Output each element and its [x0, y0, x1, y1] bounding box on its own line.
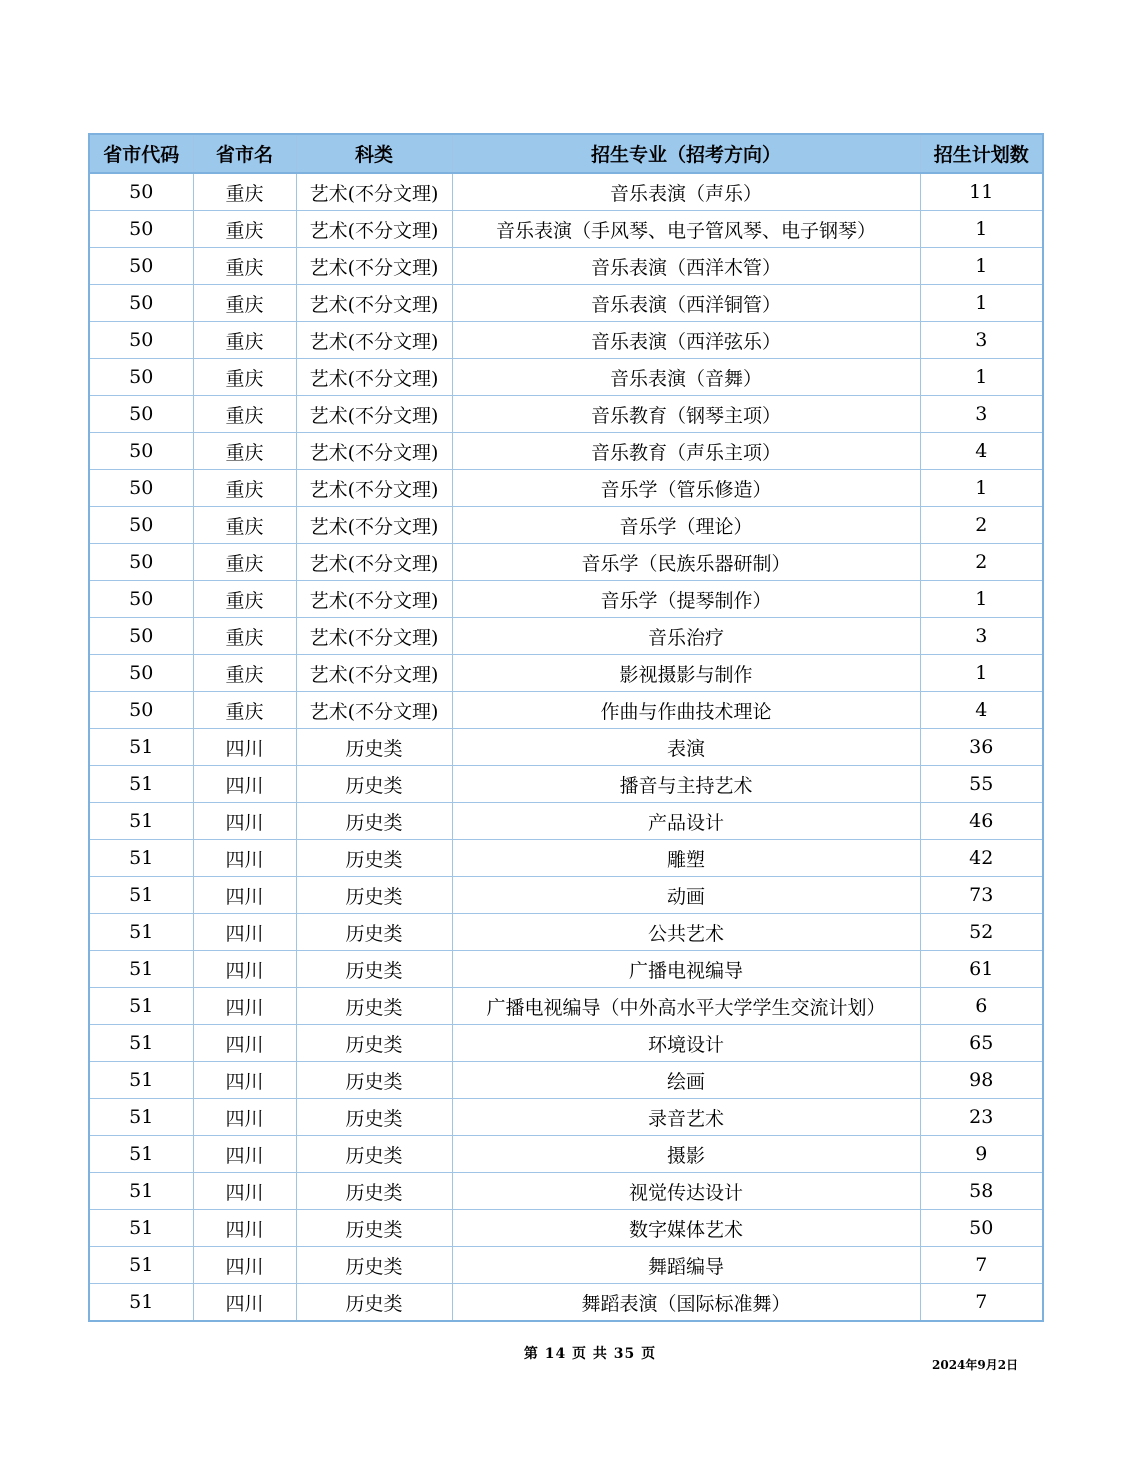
cell-major: 动画 — [452, 877, 920, 914]
table-row — [89, 173, 1043, 211]
table-row — [89, 951, 1043, 988]
table-row — [89, 618, 1043, 655]
header-province-name: 省市名 — [193, 134, 296, 173]
cell-province-name: 重庆 — [193, 396, 296, 433]
cell-subject-category: 历史类 — [296, 1062, 452, 1099]
cell-province-code: 50 — [89, 359, 193, 396]
footer-date: 2024年9月2日 — [932, 1358, 1019, 1372]
cell-province-code: 50 — [89, 581, 193, 618]
header-major: 招生专业（招考方向） — [452, 134, 920, 173]
cell-major: 摄影 — [452, 1136, 920, 1173]
cell-plan-count: 3 — [920, 322, 1043, 359]
cell-province-name: 重庆 — [193, 581, 296, 618]
cell-province-code: 51 — [89, 1247, 193, 1284]
cell-major: 音乐表演（手风琴、电子管风琴、电子钢琴） — [452, 211, 920, 248]
table-row — [89, 581, 1043, 618]
cell-province-code: 51 — [89, 1210, 193, 1247]
cell-province-code: 50 — [89, 173, 193, 211]
header-province-code: 省市代码 — [89, 134, 193, 173]
cell-province-name: 四川 — [193, 1025, 296, 1062]
cell-plan-count: 65 — [920, 1025, 1043, 1062]
cell-plan-count: 2 — [920, 544, 1043, 581]
cell-subject-category: 艺术(不分文理) — [296, 470, 452, 507]
table-row — [89, 1062, 1043, 1099]
cell-province-name: 四川 — [193, 988, 296, 1025]
cell-province-code: 50 — [89, 322, 193, 359]
cell-subject-category: 历史类 — [296, 803, 452, 840]
cell-subject-category: 历史类 — [296, 840, 452, 877]
cell-province-code: 50 — [89, 618, 193, 655]
cell-subject-category: 历史类 — [296, 951, 452, 988]
cell-plan-count: 1 — [920, 211, 1043, 248]
cell-subject-category: 艺术(不分文理) — [296, 433, 452, 470]
cell-major: 音乐治疗 — [452, 618, 920, 655]
table-row — [89, 914, 1043, 951]
cell-province-name: 四川 — [193, 914, 296, 951]
cell-plan-count: 7 — [920, 1247, 1043, 1284]
cell-subject-category: 艺术(不分文理) — [296, 211, 452, 248]
table-row — [89, 359, 1043, 396]
table-row — [89, 766, 1043, 803]
cell-major: 视觉传达设计 — [452, 1173, 920, 1210]
cell-major: 作曲与作曲技术理论 — [452, 692, 920, 729]
cell-major: 音乐表演（西洋弦乐） — [452, 322, 920, 359]
cell-province-code: 51 — [89, 914, 193, 951]
table-row — [89, 803, 1043, 840]
cell-plan-count: 3 — [920, 618, 1043, 655]
cell-province-code: 51 — [89, 951, 193, 988]
cell-subject-category: 历史类 — [296, 1099, 452, 1136]
cell-province-code: 50 — [89, 507, 193, 544]
cell-province-name: 重庆 — [193, 322, 296, 359]
cell-major: 播音与主持艺术 — [452, 766, 920, 803]
cell-major: 音乐学（理论） — [452, 507, 920, 544]
cell-province-name: 重庆 — [193, 359, 296, 396]
cell-province-name: 四川 — [193, 729, 296, 766]
cell-province-name: 四川 — [193, 803, 296, 840]
cell-province-code: 51 — [89, 1173, 193, 1210]
cell-plan-count: 1 — [920, 248, 1043, 285]
cell-subject-category: 历史类 — [296, 1284, 452, 1322]
table-row — [89, 692, 1043, 729]
cell-province-name: 重庆 — [193, 692, 296, 729]
table-row — [89, 877, 1043, 914]
table-row — [89, 322, 1043, 359]
cell-plan-count: 6 — [920, 988, 1043, 1025]
table-row — [89, 507, 1043, 544]
cell-province-name: 四川 — [193, 1210, 296, 1247]
cell-plan-count: 46 — [920, 803, 1043, 840]
cell-province-name: 重庆 — [193, 618, 296, 655]
cell-province-name: 四川 — [193, 951, 296, 988]
table-row — [89, 1210, 1043, 1247]
cell-plan-count: 9 — [920, 1136, 1043, 1173]
cell-subject-category: 艺术(不分文理) — [296, 396, 452, 433]
cell-plan-count: 36 — [920, 729, 1043, 766]
cell-major: 表演 — [452, 729, 920, 766]
cell-province-code: 50 — [89, 692, 193, 729]
cell-province-code: 50 — [89, 470, 193, 507]
table-row — [89, 1099, 1043, 1136]
cell-plan-count: 55 — [920, 766, 1043, 803]
cell-subject-category: 艺术(不分文理) — [296, 248, 452, 285]
cell-major: 音乐学（民族乐器研制） — [452, 544, 920, 581]
table-row — [89, 1284, 1043, 1322]
cell-province-name: 四川 — [193, 1136, 296, 1173]
cell-province-code: 50 — [89, 211, 193, 248]
cell-plan-count: 1 — [920, 655, 1043, 692]
cell-plan-count: 4 — [920, 433, 1043, 470]
cell-province-name: 重庆 — [193, 655, 296, 692]
cell-subject-category: 艺术(不分文理) — [296, 692, 452, 729]
table-row — [89, 1247, 1043, 1284]
cell-major: 公共艺术 — [452, 914, 920, 951]
cell-plan-count: 1 — [920, 285, 1043, 322]
cell-province-code: 51 — [89, 1099, 193, 1136]
cell-province-code: 51 — [89, 877, 193, 914]
cell-province-name: 重庆 — [193, 470, 296, 507]
cell-major: 音乐学（管乐修造） — [452, 470, 920, 507]
table-row — [89, 1136, 1043, 1173]
cell-subject-category: 历史类 — [296, 1210, 452, 1247]
cell-major: 舞蹈表演（国际标准舞） — [452, 1284, 920, 1322]
table-row — [89, 840, 1043, 877]
cell-subject-category: 艺术(不分文理) — [296, 655, 452, 692]
cell-major: 舞蹈编导 — [452, 1247, 920, 1284]
enrollment-plan-table — [88, 133, 1044, 1322]
cell-subject-category: 历史类 — [296, 766, 452, 803]
cell-plan-count: 23 — [920, 1099, 1043, 1136]
cell-major: 音乐表演（西洋铜管） — [452, 285, 920, 322]
cell-subject-category: 历史类 — [296, 1173, 452, 1210]
cell-major: 产品设计 — [452, 803, 920, 840]
cell-major: 广播电视编导 — [452, 951, 920, 988]
table-row — [89, 396, 1043, 433]
cell-plan-count: 4 — [920, 692, 1043, 729]
cell-plan-count: 3 — [920, 396, 1043, 433]
table-row — [89, 211, 1043, 248]
cell-province-code: 51 — [89, 840, 193, 877]
cell-plan-count: 7 — [920, 1284, 1043, 1322]
table-row — [89, 248, 1043, 285]
table-header — [89, 134, 1043, 173]
table-row — [89, 1025, 1043, 1062]
cell-province-code: 51 — [89, 1062, 193, 1099]
cell-subject-category: 历史类 — [296, 1247, 452, 1284]
cell-subject-category: 历史类 — [296, 877, 452, 914]
cell-plan-count: 50 — [920, 1210, 1043, 1247]
cell-plan-count: 61 — [920, 951, 1043, 988]
cell-province-name: 重庆 — [193, 248, 296, 285]
cell-subject-category: 艺术(不分文理) — [296, 173, 452, 211]
cell-province-code: 51 — [89, 1284, 193, 1322]
cell-major: 绘画 — [452, 1062, 920, 1099]
cell-subject-category: 艺术(不分文理) — [296, 285, 452, 322]
cell-province-name: 重庆 — [193, 433, 296, 470]
cell-province-code: 50 — [89, 544, 193, 581]
table-row — [89, 285, 1043, 322]
cell-province-code: 50 — [89, 396, 193, 433]
cell-major: 音乐学（提琴制作） — [452, 581, 920, 618]
cell-major: 录音艺术 — [452, 1099, 920, 1136]
cell-subject-category: 艺术(不分文理) — [296, 507, 452, 544]
cell-subject-category: 历史类 — [296, 1025, 452, 1062]
table-row — [89, 544, 1043, 581]
cell-province-code: 51 — [89, 803, 193, 840]
cell-subject-category: 艺术(不分文理) — [296, 581, 452, 618]
cell-plan-count: 58 — [920, 1173, 1043, 1210]
cell-subject-category: 历史类 — [296, 988, 452, 1025]
cell-province-code: 51 — [89, 988, 193, 1025]
table-row — [89, 470, 1043, 507]
cell-province-name: 四川 — [193, 1284, 296, 1322]
header-subject-category: 科类 — [296, 134, 452, 173]
cell-province-code: 51 — [89, 1025, 193, 1062]
cell-major: 音乐教育（钢琴主项） — [452, 396, 920, 433]
cell-major: 音乐表演（音舞） — [452, 359, 920, 396]
cell-major: 影视摄影与制作 — [452, 655, 920, 692]
cell-province-name: 重庆 — [193, 507, 296, 544]
cell-province-code: 50 — [89, 655, 193, 692]
page-number: 第 14 页 共 35 页 — [523, 1346, 657, 1362]
cell-province-name: 重庆 — [193, 173, 296, 211]
cell-plan-count: 98 — [920, 1062, 1043, 1099]
cell-province-code: 50 — [89, 248, 193, 285]
cell-major: 环境设计 — [452, 1025, 920, 1062]
cell-major: 广播电视编导（中外高水平大学学生交流计划） — [452, 988, 920, 1025]
cell-province-code: 50 — [89, 285, 193, 322]
table-row — [89, 1173, 1043, 1210]
cell-subject-category: 艺术(不分文理) — [296, 544, 452, 581]
cell-plan-count: 1 — [920, 581, 1043, 618]
cell-subject-category: 艺术(不分文理) — [296, 322, 452, 359]
cell-province-name: 四川 — [193, 1062, 296, 1099]
cell-subject-category: 艺术(不分文理) — [296, 618, 452, 655]
cell-plan-count: 73 — [920, 877, 1043, 914]
cell-major: 音乐表演（声乐） — [452, 173, 920, 211]
cell-province-name: 四川 — [193, 766, 296, 803]
cell-major: 数字媒体艺术 — [452, 1210, 920, 1247]
cell-plan-count: 2 — [920, 507, 1043, 544]
cell-province-code: 50 — [89, 433, 193, 470]
cell-major: 雕塑 — [452, 840, 920, 877]
cell-subject-category: 历史类 — [296, 914, 452, 951]
table-row — [89, 655, 1043, 692]
header-row — [89, 134, 1043, 173]
cell-province-name: 四川 — [193, 1099, 296, 1136]
cell-subject-category: 历史类 — [296, 1136, 452, 1173]
header-plan-count: 招生计划数 — [920, 134, 1043, 173]
cell-subject-category: 艺术(不分文理) — [296, 359, 452, 396]
cell-province-code: 51 — [89, 729, 193, 766]
cell-province-name: 重庆 — [193, 211, 296, 248]
cell-province-name: 重庆 — [193, 544, 296, 581]
cell-province-name: 四川 — [193, 840, 296, 877]
cell-major: 音乐表演（西洋木管） — [452, 248, 920, 285]
table-body — [89, 173, 1043, 1321]
cell-province-name: 四川 — [193, 1247, 296, 1284]
enrollment-plan-table-container — [88, 133, 1044, 1322]
table-row — [89, 729, 1043, 766]
cell-province-name: 四川 — [193, 1173, 296, 1210]
cell-plan-count: 1 — [920, 359, 1043, 396]
cell-province-code: 51 — [89, 766, 193, 803]
cell-major: 音乐教育（声乐主项） — [452, 433, 920, 470]
cell-plan-count: 1 — [920, 470, 1043, 507]
cell-province-name: 四川 — [193, 877, 296, 914]
table-row — [89, 988, 1043, 1025]
cell-plan-count: 52 — [920, 914, 1043, 951]
table-row — [89, 433, 1043, 470]
cell-subject-category: 历史类 — [296, 729, 452, 766]
cell-province-code: 51 — [89, 1136, 193, 1173]
cell-plan-count: 11 — [920, 173, 1043, 211]
cell-plan-count: 42 — [920, 840, 1043, 877]
cell-province-name: 重庆 — [193, 285, 296, 322]
